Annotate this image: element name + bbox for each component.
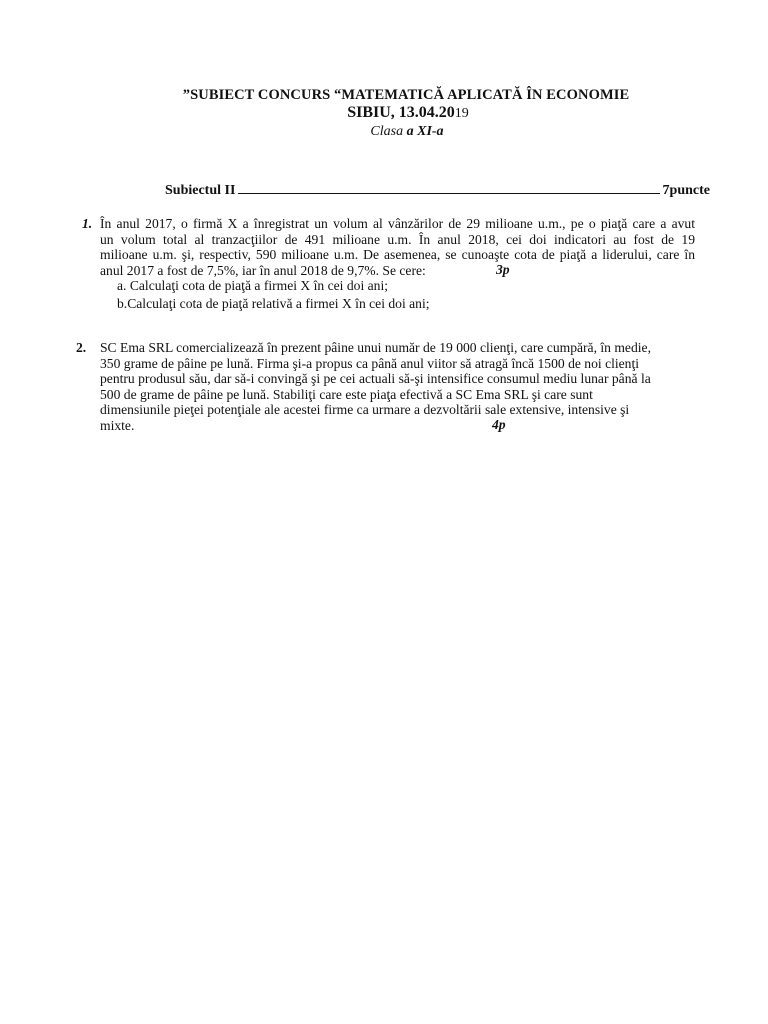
contest-title: ”SUBIECT CONCURS “MATEMATICĂ APLICATĂ ÎN ECONOMIE xyxy=(182,87,630,103)
place-date xyxy=(48,104,768,123)
problem-1-line: un volum total al tranzacţiilor de 491 milioane u.m. În anul 2018, cei doi indicatori au fost de 19 xyxy=(100,231,695,247)
subject-points: 7puncte xyxy=(662,183,710,198)
problem-2-line: SC Ema SRL comercializează în prezent pâine unui număr de 19 000 clienţi, care cumpără, în medie, xyxy=(100,340,651,355)
problem-2-line: dimensiunile pieţei potenţiale ale acestei firme ca urmare a dezvoltării sale extensive, intensive şi xyxy=(100,402,630,417)
problem-1-item-b: b.Calculaţi cota de piaţă relativă a firmei X în cei doi ani; xyxy=(117,296,430,311)
problem-1-line: În anul 2017, o firmă X a înregistrat un volum al vânzărilor de 29 milioane u.m., pe o piaţă care a avut xyxy=(100,216,695,231)
problem-1-points: 3p xyxy=(496,262,510,277)
problem-1-line: milioane u.m. şi, respectiv, 590 milioane u.m. De asemenea, se cunoaşte cota de piaţă a liderului, care în xyxy=(100,247,695,262)
problem-1 xyxy=(82,216,695,278)
class-prefix: Clasa xyxy=(370,124,407,139)
problem-1-line: anul 2017 a fost de 7,5%, iar în anul 2018 de 9,7%. Se cere: xyxy=(100,262,426,278)
problem-2-line: 350 grame de pâine pe lună. Firma şi-a propus ca până anul viitor să atragă încă 1500 de noi clienţi xyxy=(100,355,640,371)
problem-2-line: 500 de grame de pâine pe lună. Stabiliţi care este piaţa efectivă a SC Ema SRL şi care sunt xyxy=(100,386,593,402)
problem-1-item-a: a. Calculaţi cota de piaţă a firmei X în cei doi ani; xyxy=(117,278,389,293)
problem-1-number: 1. xyxy=(82,216,93,231)
document-header xyxy=(0,86,768,141)
problem-2 xyxy=(76,340,680,433)
problem-2-points: 4p xyxy=(492,417,506,432)
problem-2-line: mixte. xyxy=(100,417,135,433)
subject-heading xyxy=(165,183,710,199)
subject-underline xyxy=(238,192,659,194)
subject-label: Subiectul II xyxy=(165,183,236,198)
problem-2-line: pentru produsul său, dar să-i convingă şi pe cei actuali să-şi intensifice consumul mediu lunar până la xyxy=(100,371,651,386)
class-line xyxy=(46,123,768,141)
problem-2-number: 2. xyxy=(76,340,87,355)
place-date-year: 19 xyxy=(454,106,469,121)
place-date-main: SIBIU, 13.04.20 xyxy=(347,104,455,121)
class-name: a XI-a xyxy=(406,124,444,139)
